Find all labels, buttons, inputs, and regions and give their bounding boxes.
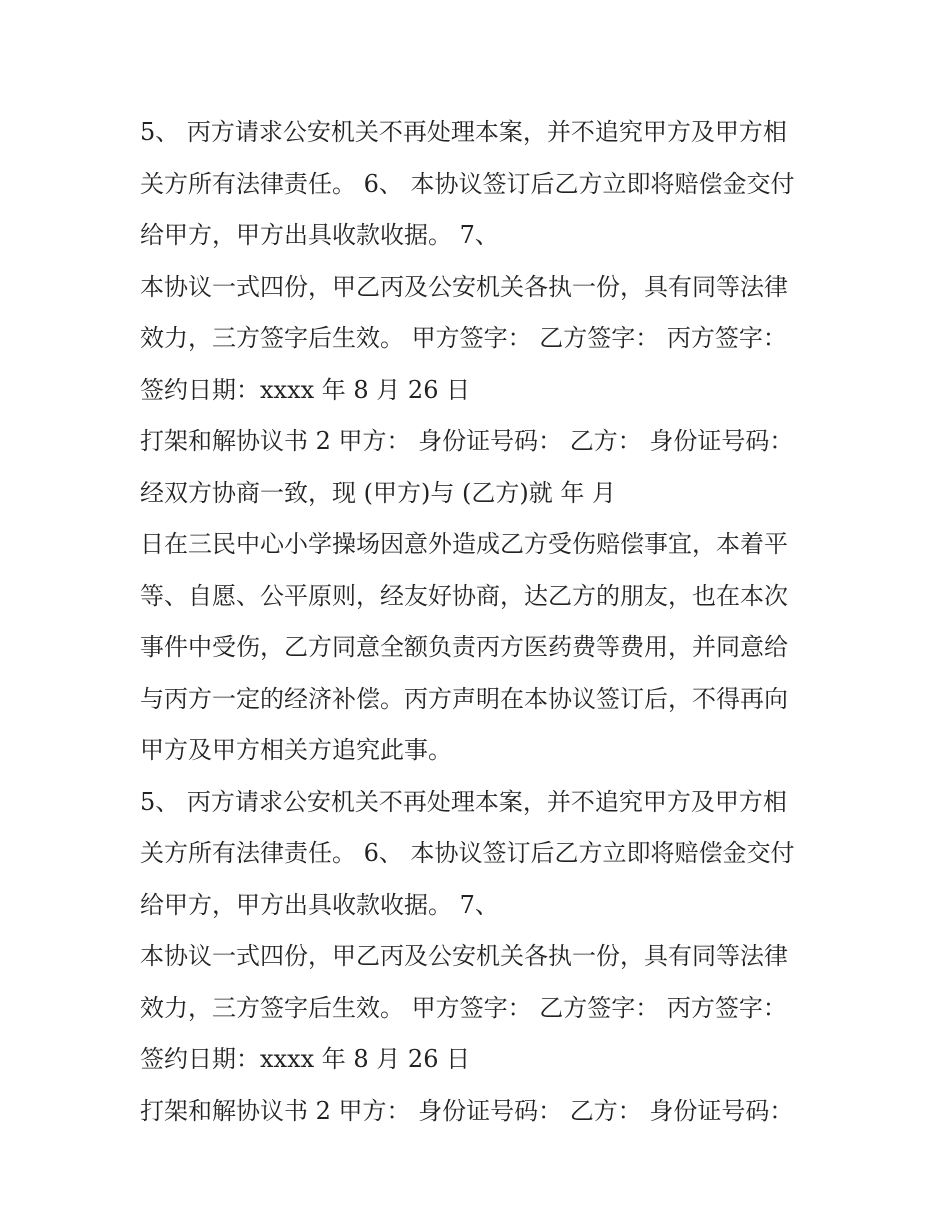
text-line: 打架和解协议书 2 甲方： 身份证号码： 乙方： 身份证号码： [140, 1096, 794, 1125]
text-line: 日在三民中心小学操场因意外造成乙方受伤赔偿事宜，本着平 [140, 530, 788, 558]
text-line: 本协议一式四份，甲乙丙及公安机关各执一份，具有同等法律 [140, 942, 788, 970]
text-line: 签约日期：xxxx 年 8 月 26 日 [140, 375, 471, 404]
text-line: 效力，三方签字后生效。 甲方签字： 乙方签字： 丙方签字： [140, 324, 787, 352]
text-line: 甲方及甲方相关方追究此事。 [140, 736, 452, 764]
document-body [140, 107, 820, 1137]
text-line: 关方所有法律责任。 6、 本协议签订后乙方立即将赔偿金交付 [140, 169, 795, 198]
text-line: 给甲方，甲方出具收款收据。 7、 [140, 890, 499, 919]
text-line: 事件中受伤，乙方同意全额负责丙方医药费等费用，并同意给 [140, 633, 788, 661]
text-line: 本协议一式四份，甲乙丙及公安机关各执一份，具有同等法律 [140, 272, 788, 301]
text-line: 与丙方一定的经济补偿。丙方声明在本协议签订后，不得再向 [140, 684, 788, 713]
text-line: 5、 丙方请求公安机关不再处理本案，并不追究甲方及甲方相 [140, 787, 787, 816]
text-line: 等、自愿、公平原则，经友好协商，达乙方的朋友，也在本次 [140, 581, 788, 610]
text-line: 5、 丙方请求公安机关不再处理本案，并不追究甲方及甲方相 [140, 118, 787, 146]
text-line: 经双方协商一致，现 (甲方)与 (乙方)就 年 月 [140, 478, 616, 507]
text-line: 打架和解协议书 2 甲方： 身份证号码： 乙方： 身份证号码： [140, 427, 794, 455]
text-line: 签约日期：xxxx 年 8 月 26 日 [140, 1045, 471, 1073]
text-line: 关方所有法律责任。 6、 本协议签订后乙方立即将赔偿金交付 [140, 839, 795, 867]
text-line: 给甲方，甲方出具收款收据。 7、 [140, 221, 499, 249]
text-line: 效力，三方签字后生效。 甲方签字： 乙方签字： 丙方签字： [140, 993, 787, 1022]
